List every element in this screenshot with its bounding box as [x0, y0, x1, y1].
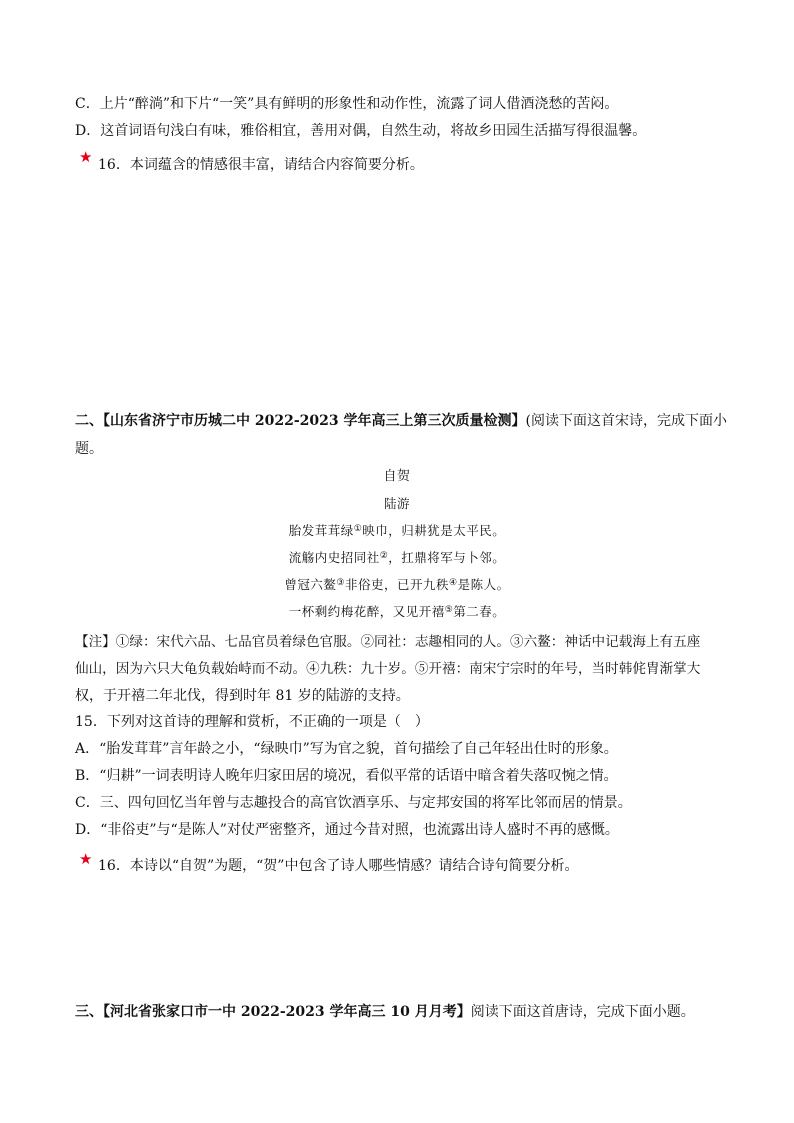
poem-line-1: 胎发茸茸绿①映巾，归耕犹是太平民。	[288, 523, 506, 538]
star-icon: ★	[79, 850, 93, 868]
section-2-heading	[75, 411, 727, 431]
option-d: D．这首词语句浅白有味，雅俗相宜，善用对偶，自然生动，将故乡田园生活描写得很温馨。	[75, 123, 647, 139]
star-icon: ★	[79, 148, 93, 166]
section-source: 【山东省济宁市历城二中 2022-2023 学年高三上第三次质量检测】	[103, 413, 526, 429]
poem-line-4: 一杯剩约梅花醉，又见开禧⑤第二春。	[288, 604, 506, 619]
question-16: 16．本诗以“自贺”为题，“贺”中包含了诗人哪些情感？请结合诗句简要分析。	[98, 858, 579, 874]
option-b: B．“归耕”一词表明诗人晚年归家田居的境况，看似平常的话语中暗含着失落叹惋之情。	[75, 768, 618, 784]
section-source: 【河北省张家口市一中 2022-2023 学年高三 10 月月考】	[103, 1004, 471, 1020]
poem-line-3: 曾冠六鳌③非俗吏，已开九秩④是陈人。	[284, 577, 510, 592]
question-16: 16．本词蕴含的情感很丰富，请结合内容简要分析。	[98, 157, 424, 173]
note-line-1: 【注】①绿：宋代六品、七品官员着绿色官服。②同社：志趣相同的人。③六鳌：神话中记载海上有五座	[75, 634, 701, 650]
section-intro-cont: 题。	[75, 441, 103, 457]
poem-author: 陆游	[383, 496, 410, 511]
option-d: D．“非俗吏”与“是陈人”对仗严密整齐，通过今昔对照，也流露出诗人盛时不再的感慨。	[75, 822, 619, 838]
option-c: C．上片“醉淌”和下片“一笑”具有鲜明的形象性和动作性，流露了词人借酒浇愁的苦闷。	[75, 96, 619, 112]
question-15: 15．下列对这首诗的理解和赏析，不正确的一项是（ ）	[75, 714, 429, 730]
section-number: 二、	[75, 413, 103, 429]
note-line-2: 仙山，因为六只大龟负载始峙而不动。④九秩：九十岁。⑤开禧：南宋宁宗时的年号，当时韩侂胄渐掌大	[75, 661, 701, 677]
section-3-heading	[75, 1002, 695, 1022]
section-intro: (阅读下面这首宋诗，完成下面小	[525, 413, 727, 429]
note-line-3: 权，于开禧二年北伐，得到时年 81 岁的陆游的支持。	[75, 688, 410, 704]
section-intro: 阅读下面这首唐诗，完成下面小题。	[470, 1004, 695, 1020]
poem-title: 自贺	[383, 469, 411, 484]
section-number: 三、	[75, 1004, 103, 1020]
poem-line-2: 流觞内史招同社②，扛鼎将军与卜邻。	[288, 550, 506, 565]
option-c: C．三、四句回忆当年曾与志趣投合的高官饮酒享乐、与定邦安国的将军比邻而居的情景。	[75, 795, 632, 811]
option-a: A．“胎发茸茸”言年龄之小，“绿映巾”写为官之貌，首句描绘了自己年轻出仕时的形象。	[75, 741, 618, 757]
